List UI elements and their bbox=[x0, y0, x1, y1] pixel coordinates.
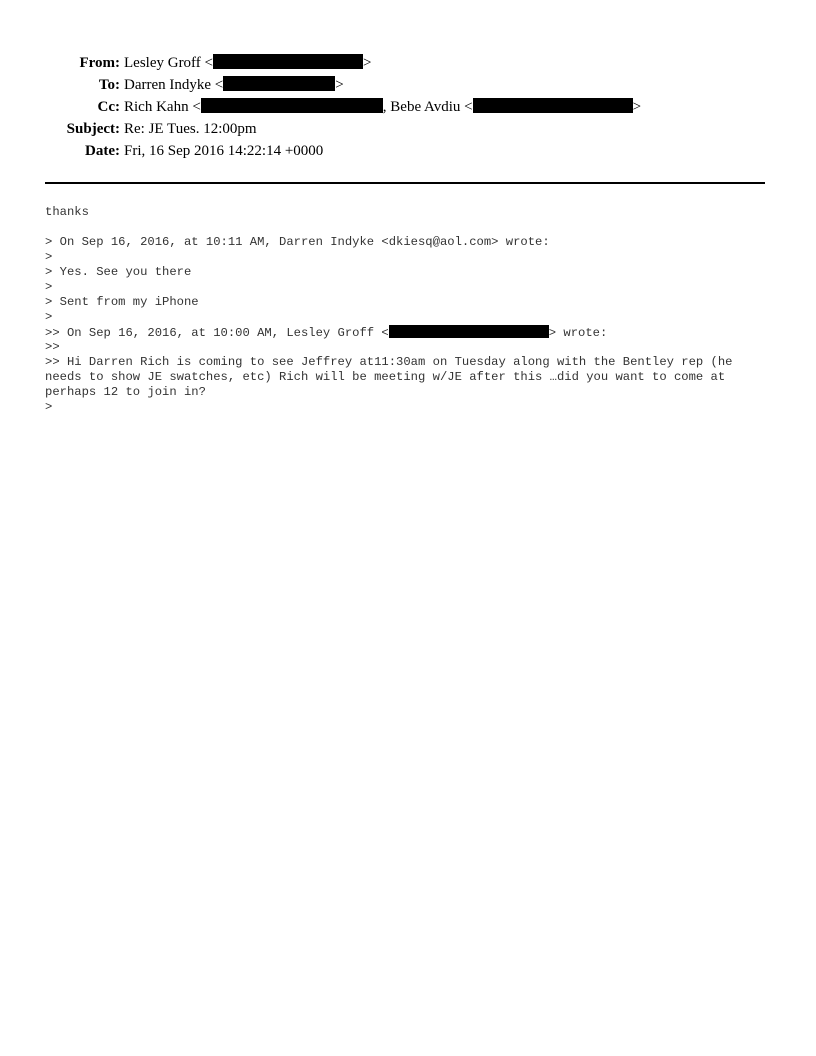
blank-line bbox=[45, 220, 775, 235]
reply-text: thanks bbox=[45, 205, 89, 219]
email-header bbox=[0, 52, 816, 162]
quote-line: > Sent from my iPhone bbox=[45, 295, 199, 309]
from-value bbox=[124, 52, 371, 74]
to-row bbox=[0, 74, 816, 96]
email-body bbox=[45, 205, 775, 415]
redaction-block bbox=[223, 76, 335, 91]
quote-prefix: >> On Sep 16, 2016, at 10:00 AM, Lesley Groff < bbox=[45, 326, 389, 340]
subject-value: Re: JE Tues. 12:00pm bbox=[124, 121, 257, 137]
redaction-block bbox=[201, 98, 383, 113]
angle-close: > bbox=[363, 55, 372, 71]
date-value: Fri, 16 Sep 2016 14:22:14 +0000 bbox=[124, 143, 324, 159]
from-label: From: bbox=[79, 55, 120, 71]
cc-separator: , Bebe Avdiu < bbox=[382, 99, 473, 115]
quote-line: > On Sep 16, 2016, at 10:11 AM, Darren Indyke <dkiesq@aol.com> wrote: bbox=[45, 235, 550, 249]
quote-line: > Yes. See you there bbox=[45, 265, 192, 279]
header-divider bbox=[45, 182, 765, 184]
quote-message: >> Hi Darren Rich is coming to see Jeffrey at11:30am on Tuesday along with the Bentley rep (he needs to show JE swatches, etc) Rich will be meeting w/JE after this …did you want to come at perhaps 12 to join in? bbox=[45, 355, 733, 399]
date-row bbox=[0, 140, 816, 162]
cc-name-1: Rich Kahn < bbox=[124, 99, 201, 115]
quote-line: > bbox=[45, 250, 53, 264]
date-label: Date: bbox=[85, 143, 120, 159]
to-label: To: bbox=[98, 77, 120, 93]
quote-line: > bbox=[45, 310, 53, 324]
angle-close: > bbox=[632, 99, 642, 115]
cc-label: Cc: bbox=[97, 99, 120, 115]
from-row bbox=[0, 52, 816, 74]
redaction-block bbox=[213, 54, 363, 69]
to-name: Darren Indyke < bbox=[124, 77, 224, 93]
subject-label: Subject: bbox=[66, 121, 120, 137]
angle-close: > bbox=[335, 77, 344, 93]
redaction-block bbox=[473, 98, 633, 113]
quote-line: > bbox=[45, 280, 53, 294]
quote-line: >> bbox=[45, 340, 60, 354]
from-name: Lesley Groff < bbox=[124, 55, 213, 71]
redaction-block bbox=[389, 325, 549, 338]
cc-value bbox=[124, 96, 641, 118]
cc-row bbox=[0, 96, 816, 118]
quote-line: > bbox=[45, 400, 53, 414]
quote-suffix: > wrote: bbox=[548, 326, 608, 340]
quote-line bbox=[45, 325, 775, 340]
subject-row bbox=[0, 118, 816, 140]
to-value bbox=[124, 74, 344, 96]
